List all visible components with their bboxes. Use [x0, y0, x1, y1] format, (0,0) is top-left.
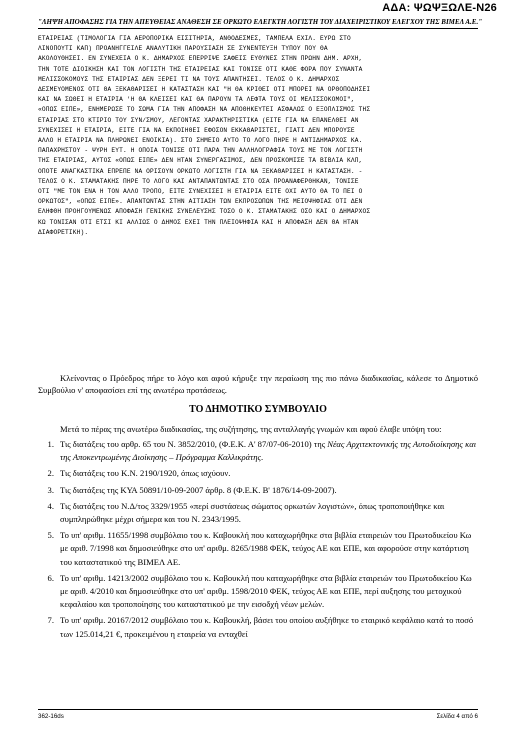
- ada-code: ΑΔΑ: ΨΩΨΞΩΛΕ-Ν26: [382, 2, 497, 14]
- list-item-number: 6.: [47, 572, 54, 583]
- transcript-line: ΑΚΟΛΟΥΘΗΣΕΙ. ΕΝ ΣΥΝΕΧΕΙΑ Ο Κ. ΔΗΜΑΡΧΟΣ ΕΠΕΡΡΙΨΕ ΣΑΦΕΙΣ ΕΥΘΥΝΕΣ ΣΤΗΝ ΠΡΩΗΝ ΔΗΜ. ΑΡΧΗ,: [38, 55, 363, 63]
- list-item-number: 4.: [47, 500, 54, 511]
- list-item: [38, 467, 478, 480]
- closing-paragraph: Κλείνοντας ο Πρόεδρος πήρε το λόγο και αφού κήρυξε την περαίωση της πιο πάνω διαδικασίας, κάλεσε το Δημοτικό Συμβούλιο ν' αποφασίσει επί της ανωτέρω προτάσεως.: [38, 373, 478, 395]
- page-number: Σελίδα 4 από 6: [436, 713, 478, 720]
- transcript-line: ΠΑΠΑΧΡΗΣΤΟΥ - ΨΥΡΗ ΕΥΤ. Η ΟΠΟΙΑ ΤΟΝΙΣΕ ΟΤΙ ΠΑΡΑ ΤΗΝ ΑΛΛΗΛΟΓΡΑΦΙΑ ΤΟΥΣ ΜΕ ΤΟΝ ΛΟΓΙΣΤΗ: [38, 147, 363, 155]
- transcript-line: ΤΕΛΟΣ Ο Κ. ΣΤΑΜΑΤΑΚΗΣ ΠΗΡΕ ΤΟ ΛΟΓΟ ΚΑΙ ΑΝΤΑΠΑΝΤΩΝΤΑΣ ΣΤΟ ΟΣΑ ΠΡΟΑΝΑΦΕΡΘΗΚΑΝ, ΤΟΝΙΣΕ: [38, 177, 359, 185]
- transcript-line: ΑΛΛΟ Η ΕΤΑΙΡΙΑ ΝΑ ΠΛΗΡΩΝΕΙ ΕΝΟΙΚΙΑ). ΣΤΟ ΣΗΜΕΙΟ ΑΥΤΟ ΤΟ ΛΟΓΟ ΠΗΡΕ Η ΑΝΤΙΔΗΜΑΡΧΟΣ ΚΑ.: [38, 137, 363, 145]
- transcript-line: ΚΩ ΤΟΝΙΣΑΝ ΟΤΙ ΕΤΣΙ ΚΙ ΑΛΛΙΩΣ Ο ΔΗΜΟΣ ΕΧΕΙ ΤΗΝ ΠΛΕΙΟΨΗΦΙΑ ΚΑΙ Η ΑΠΟΦΑΣΗ ΔΕΝ ΘΑ ΗΤΑΝ: [38, 218, 359, 226]
- page-header: "ΛΗΨΗ ΑΠΟΦΑΣΗΣ ΓΙΑ ΤΗΝ ΑΠΕΥΘΕΙΑΣ ΑΝΑΘΕΣΗ ΣΕ ΟΡΚΩΤΟ ΕΛΕΓΚΤΗ ΛΟΓΙΣΤΗ ΤΟΥ ΔΙΑΧΕΙΡΙΣΤΙΚΟΥ ΕΛΕΓΧΟΥ ΤΗΣ ΒΙΜΕΛ Α.Ε.": [38, 18, 483, 26]
- list-item-text: Το υπ' αριθμ. 11655/1998 συμβόλαιο του κ. Καβουκλή που καταχωρήθηκε στα βιβλία εταιρειών του Πρωτοδικείου Κω με αριθ. 7/1998 και δημοσιεύθηκε στο υπ' αριθμ. 8265/1988 ΦΕΚ, τεύχος ΑΕ και ΕΠΕ, και αφορούσε στην κατάρτιση του καταστατικού της ΒΙΜΕΛ ΑΕ.: [60, 530, 472, 567]
- transcript-line: ΔΙΑΦΟΡΕΤΙΚΗ).: [38, 228, 89, 236]
- transcript-line: ΤΗΝ ΤΟΤΕ ΔΙΟΙΚΗΣΗ ΚΑΙ ΤΟΝ ΛΟΓΙΣΤΗ ΤΗΣ ΕΤΑΙΡΕΙΑΣ ΚΑΙ ΤΟΝΙΣΕ ΟΤΙ ΚΑΘΕ ΦΟΡΑ ΠΟΥ ΣΥΝΑΝΤΑ: [38, 65, 363, 73]
- transcript-line: ΟΤΙ "ΜΕ ΤΟΝ ΕΝΑ Η ΤΟΝ ΑΛΛΟ ΤΡΟΠΟ, ΕΙΤΕ ΣΥΝΕΧΙΣΕΙ Η ΕΤΑΙΡΙΑ ΕΙΤΕ ΟΧΙ ΑΥΤΟ ΘΑ ΤΟ ΠΕΙ Ο: [38, 188, 363, 196]
- list-item-text: Τις διατάξεις της ΚΥΑ 50891/10-09-2007 άρθρ. 8 (Φ.Ε.Κ. Β' 1876/14-09-2007).: [60, 484, 337, 495]
- list-item-text: Τις διατάξεις του Ν.Δ/τος 3329/1955 «περί συστάσεως σώματος ορκωτών λογιστών», όπως τροποποιήθηκε και συμπληρώθηκε μέχρι σήμερα και του Ν. 2343/1995.: [60, 500, 445, 525]
- header-rule: [38, 28, 478, 29]
- section-title: ΤΟ ΔΗΜΟΤΙΚΟ ΣΥΜΒΟΥΛΙΟ: [189, 404, 327, 415]
- transcript-line: ΤΗΣ ΕΤΑΙΡΙΑΣ, ΑΥΤΟΣ «ΟΠΩΣ ΕΙΠΕ» ΔΕΝ ΗΤΑΝ ΣΥΝΕΡΓΑΣΙΜΟΣ, ΔΕΝ ΠΡΟΣΚΟΜΙΣΕ ΤΑ ΒΙΒΛΙΑ ΚΛΠ,: [38, 157, 363, 165]
- list-item-number: 2.: [47, 468, 54, 479]
- transcript-line: ΜΕΛΙΣΣΟΚΟΜΟΥΣ ΤΗΣ ΕΤΑΙΡΙΑΣ ΔΕΝ ΞΕΡΕΙ ΤΙ ΝΑ ΤΟΥΣ ΑΠΑΝΤΗΣΕΙ. ΤΕΛΟΣ Ο Κ. ΔΗΜΑΡΧΟΣ: [38, 75, 340, 83]
- list-item-number: 3.: [47, 484, 54, 495]
- list-item-italic-text: Νέας Αρχιτεκτονικής της Αυτοδιοίκησης και της Αποκεντρωμένης Διοίκησης – Πρόγραμμα Καλλικράτης: [60, 439, 477, 463]
- document-code: 362-16ds: [38, 713, 64, 720]
- list-item-tail: .: [260, 452, 264, 463]
- list-item: [38, 572, 478, 612]
- list-item: [38, 484, 478, 497]
- transcript-line: ΔΕΣΜΕΥΟΜΕΝΟΣ ΟΤΙ ΘΑ ΞΕΚΑΘΑΡΙΣΕΙ Η ΚΑΤΑΣΤΑΣΗ ΚΑΙ "Η ΘΑ ΚΡΙΘΕΙ ΟΤΙ ΜΠΟΡΕΙ ΝΑ ΟΡΘΟΠΟΔΗΣΕΙ: [38, 86, 371, 94]
- list-item: [38, 614, 478, 640]
- list-item-number: 1.: [47, 439, 54, 449]
- transcript-line: ΕΤΑΙΡΙΑΣ ΣΤΟ ΚΤΙΡΙΟ ΤΟΥ ΣΥΝ/ΣΜΟΥ, ΛΕΓΟΝΤΑΣ ΧΑΡΑΚΤΗΡΙΣΤΙΚΑ (ΕΙΤΕ ΓΙΑ ΝΑ ΕΠΑΝΕΛΘΕΙ ΑΝ: [38, 116, 359, 124]
- transcript-line: ΕΤΑΙΡΕΙΑΣ (ΤΙΜΟΛΟΓΙΑ ΓΙΑ ΑΕΡΟΠΟΡΙΚΑ ΕΙΣΙΤΗΡΙΑ, ΑΝΘΟΔΕΣΜΕΣ, ΤΑΜΠΕΛΑ ΕΧΙΛ. ΕΥΡΩ ΣΤΟ: [38, 35, 351, 42]
- transcript-line: ΟΡΚΩΤΟΣ", «ΟΠΩΣ ΕΙΠΕ». ΑΠΑΝΤΩΝΤΑΣ ΣΤΗΝ ΑΙΤΙΑΣΗ ΤΩΝ ΕΚΠΡΟΣΩΠΩΝ ΤΗΣ ΜΕΙΟΨΗΦΙΑΣ ΟΤΙ ΔΕΝ: [38, 198, 363, 206]
- intro-paragraph: Μετά το πέρας της ανωτέρω διαδικασίας, της συζήτησης, της ανταλλαγής γνωμών και αφού έλαβε υπόψη του:: [60, 424, 442, 434]
- list-item: [38, 500, 478, 526]
- transcript-line: ΟΠΟΤΕ ΑΝΑΓΚΑΣΤΙΚΑ ΕΠΡΕΠΕ ΝΑ ΟΡΙΣΟΥΝ ΟΡΚΩΤΟ ΛΟΓΙΣΤΗ ΓΙΑ ΝΑ ΞΕΚΑΘΑΡΙΣΕΙ Η ΚΑΤΑΣΤΑΣΗ. -: [38, 167, 363, 175]
- list-item-text: Το υπ' αριθμ. 14213/2002 συμβόλαιο του κ. Καβουκλή που καταχωρήθηκε στα βιβλία εταιρειών του Πρωτοδικείου Κω με αριθ. 4/2010 και δημοσιεύθηκε στο υπ' αριθμ. 1598/2010 ΦΕΚ, τεύχος ΑΕ και ΕΠΕ, περί αυξησης του μετοχικού κεφαλαίου και τροποποίησης του καταστατικού με την εισοδχή νέων μελών.: [60, 572, 472, 610]
- list-item-text: Τις διατάξεις του αρθρ. 65 του Ν. 3852/2010, (Φ.Ε.Κ. Α' 87/07-06-2010) της: [60, 439, 328, 449]
- transcript-line: ΛΙΝΟΠΟΥΤΙ ΚΑΠ) ΠΡΟΑΝΗΓΓΕΙΛΕ ΑΝΑΛΥΤΙΚΗ ΠΑΡΟΥΣΙΑΣΗ ΣΕ ΣΥΝΕΝΤΕΥΞΗ ΤΥΠΟΥ ΠΟΥ ΘΑ: [38, 45, 328, 53]
- transcript-block: [38, 34, 478, 238]
- list-item-number: 7.: [47, 615, 54, 626]
- list-item-text: Τις διατάξεις του Κ.Ν. 2190/1920, όπως ισχύουν.: [60, 468, 231, 479]
- considerations-list: [38, 438, 478, 641]
- list-item: [38, 438, 478, 464]
- list-item-number: 5.: [47, 530, 54, 541]
- transcript-line: ΕΛΗΦΘΗ ΠΡΟΗΓΟΥΜΕΝΩΣ ΑΠΟΦΑΣΗ ΓΕΝΙΚΗΣ ΣΥΝΕΛΕΥΣΗΣ ΤΟΣΟ Ο Κ. ΣΤΑΜΑΤΑΚΗΣ ΟΣΟ ΚΑΙ Ο ΔΗΜΑΡΧΟΣ: [38, 208, 371, 216]
- list-item: [38, 529, 478, 569]
- transcript-line: ΚΑΙ ΝΑ ΣΩΘΕΙ Η ΕΤΑΙΡΙΑ 'Η ΘΑ ΚΛΕΙΣΕΙ ΚΑΙ ΘΑ ΠΑΡΟΥΝ ΤΑ ΛΕΦΤΑ ΤΟΥΣ ΟΙ ΜΕΛΙΣΣΟΚΟΜΟΙ",: [38, 96, 355, 104]
- footer-rule: [38, 709, 478, 710]
- list-item-text: Το υπ' αριθμ. 20167/2012 συμβόλαιο του κ. Καβουκλή, βάσει του οποίου αυξήθηκε το εταιρικό κεφάλαιο κατά το ποσό των 125.014,21 €, προκειμένου η εταιρεία να ενταχθεί: [60, 615, 474, 639]
- main-body: [38, 372, 478, 644]
- transcript-line: «ΟΠΩΣ ΕΙΠΕ», ΕΝΗΜΕΡΩΣΕ ΤΟ ΣΩΜΑ ΓΙΑ ΤΗΝ ΑΠΟΦΑΣΗ ΝΑ ΑΠΟΘΗΚΕΥΤΕΙ ΑΣΦΑΛΩΣ Ο ΕΞΟΠΛΙΣΜΟΣ ΤΗΣ: [38, 106, 371, 114]
- transcript-line: ΣΥΝΕΧΙΣΕΙ Η ΕΤΑΙΡΙΑ, ΕΙΤΕ ΓΙΑ ΝΑ ΕΚΠΟΙΗΘΕΙ ΕΦΟΣΟΝ ΕΚΚΑΘΑΡΙΣΤΕΙ, ΓΙΑΤΙ ΔΕΝ ΜΠΟΡΟΥΣΕ: [38, 126, 355, 134]
